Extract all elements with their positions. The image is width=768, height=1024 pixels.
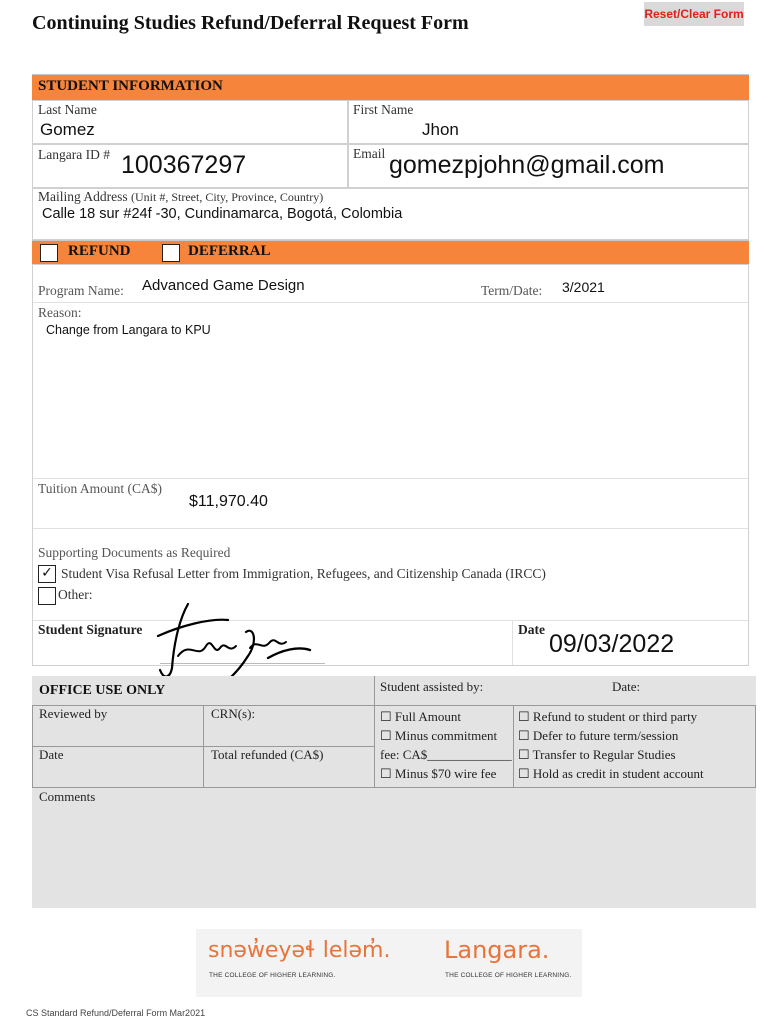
tuition-divider-top <box>33 478 748 479</box>
defer-future-label: Defer to future term/session <box>532 728 679 743</box>
program-name-label: Program Name: <box>38 283 124 298</box>
refund-to-student-label: Refund to student or third party <box>532 709 698 724</box>
hold-credit-label: Hold as credit in student account <box>532 766 704 781</box>
minus-commitment-option[interactable] <box>380 728 497 744</box>
logo-langara-tagline: THE COLLEGE OF HIGHER LEARNING. <box>445 972 572 979</box>
supporting-docs-label: Supporting Documents as Required <box>38 545 231 560</box>
refund-label: REFUND <box>68 243 131 259</box>
mailing-address-field[interactable]: Calle 18 sur #24f -30, Cundinamarca, Bogotá, Colombia <box>42 206 403 222</box>
student-assisted-label: Student assisted by: <box>380 679 484 694</box>
signature-date-field[interactable]: 09/03/2022 <box>549 630 675 658</box>
program-divider <box>33 302 748 303</box>
hold-credit-option[interactable] <box>518 766 704 782</box>
tuition-amount-field[interactable]: $11,970.40 <box>189 493 268 510</box>
first-name-label: First Name <box>353 102 414 117</box>
minus-commitment-label: Minus commitment <box>394 728 498 743</box>
refund-to-student-option[interactable] <box>518 709 697 725</box>
office-date-label: Date <box>39 747 64 762</box>
transfer-regular-label: Transfer to Regular Studies <box>532 747 676 762</box>
last-name-field[interactable]: Gomez <box>40 120 95 139</box>
logo-snaweyat-name: snəw̓eyəɬ leləm̓. <box>208 938 391 963</box>
other-label: Other: <box>58 587 93 602</box>
visa-refusal-checkbox[interactable]: ✓ <box>38 565 56 583</box>
mailing-address-hint: (Unit #, Street, City, Province, Country) <box>131 190 324 204</box>
comments-field[interactable] <box>33 806 755 907</box>
reason-field[interactable]: Change from Langara to KPU <box>46 323 211 337</box>
logo-snaweyat-tagline: THE COLLEGE OF HIGHER LEARNING. <box>209 972 336 979</box>
refund-to-student-checkbox[interactable]: ☐ <box>518 709 530 724</box>
signature-divider-top <box>33 620 748 621</box>
tuition-amount-label: Tuition Amount (CA$) <box>38 481 163 496</box>
email-field[interactable]: gomezpjohn@gmail.com <box>389 151 665 179</box>
refund-checkbox[interactable] <box>40 244 58 262</box>
visa-refusal-label: Student Visa Refusal Letter from Immigration, Refugees, and Citizenship Canada (IRCC) <box>61 566 546 581</box>
minus-commitment-checkbox[interactable]: ☐ <box>380 728 392 743</box>
defer-future-option[interactable] <box>518 728 678 744</box>
term-date-field[interactable]: 3/2021 <box>562 279 605 295</box>
mailing-address-label <box>38 189 323 205</box>
signature-date-label: Date <box>518 622 545 637</box>
minus-wire-fee-label: Minus $70 wire fee <box>394 766 497 781</box>
deferral-checkbox[interactable] <box>162 244 180 262</box>
deferral-label: DEFERRAL <box>188 243 271 259</box>
transfer-regular-checkbox[interactable]: ☐ <box>518 747 530 762</box>
langara-id-field[interactable]: 100367297 <box>121 151 247 179</box>
hold-credit-checkbox[interactable]: ☐ <box>518 766 530 781</box>
office-use-header: OFFICE USE ONLY <box>39 683 166 698</box>
other-checkbox[interactable] <box>38 587 56 605</box>
student-info-header: STUDENT INFORMATION <box>38 78 223 94</box>
minus-wire-fee-option[interactable] <box>380 766 496 782</box>
program-name-field[interactable]: Advanced Game Design <box>142 277 305 294</box>
mailing-address-label-text: Mailing Address <box>38 189 128 204</box>
reset-clear-button[interactable]: Reset/Clear Form <box>644 2 744 26</box>
defer-future-checkbox[interactable]: ☐ <box>518 728 530 743</box>
form-code: CS Standard Refund/Deferral Form Mar2021 <box>26 1008 206 1018</box>
request-type-bar <box>32 240 749 265</box>
crn-label: CRN(s): <box>211 706 256 721</box>
student-signature-label: Student Signature <box>38 622 143 637</box>
last-name-label: Last Name <box>38 102 97 117</box>
term-date-label: Term/Date: <box>481 283 543 298</box>
tuition-divider-bottom <box>33 528 748 529</box>
total-refunded-label: Total refunded (CA$) <box>211 747 324 762</box>
first-name-field[interactable]: Jhon <box>422 120 459 139</box>
minus-wire-fee-checkbox[interactable]: ☐ <box>380 766 392 781</box>
reviewed-by-label: Reviewed by <box>39 706 108 721</box>
full-amount-label: Full Amount <box>394 709 462 724</box>
comments-label: Comments <box>39 789 96 804</box>
form-title: Continuing Studies Refund/Deferral Request Form <box>32 12 469 34</box>
full-amount-option[interactable] <box>380 709 461 725</box>
reason-label: Reason: <box>38 305 82 320</box>
email-label: Email <box>353 146 386 161</box>
transfer-regular-option[interactable] <box>518 747 676 763</box>
office-date-top-label: Date: <box>612 679 641 694</box>
signature-date-divider <box>512 620 513 665</box>
langara-id-label: Langara ID # <box>38 147 110 162</box>
logo-langara-name: Langara. <box>444 936 550 964</box>
commitment-fee-field[interactable]: fee: CA$_____________ <box>380 747 512 762</box>
full-amount-checkbox[interactable]: ☐ <box>380 709 392 724</box>
